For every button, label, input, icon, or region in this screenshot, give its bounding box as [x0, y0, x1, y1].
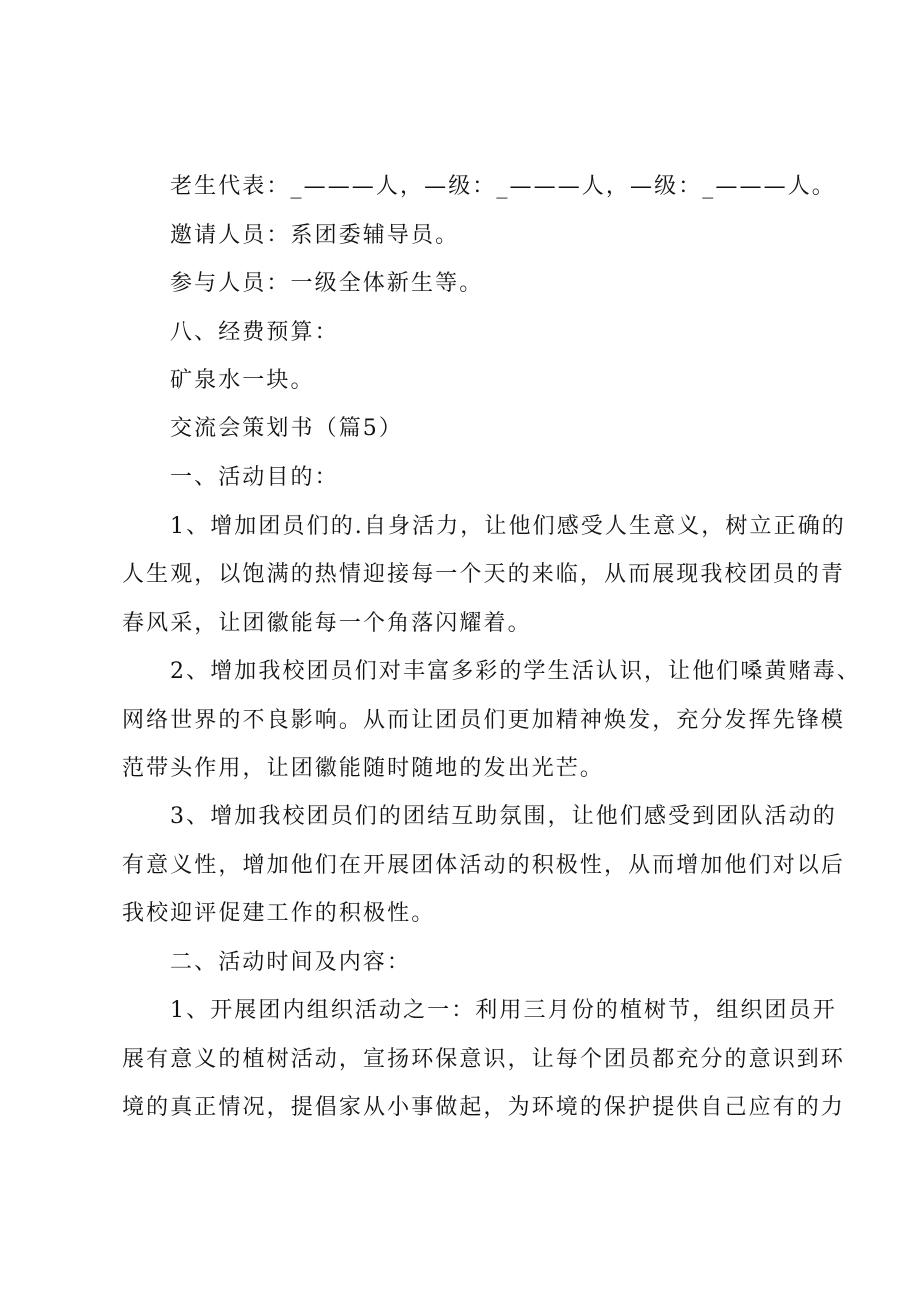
paragraph-line: 展有意义的植树活动，宣扬环保意识，让每个团员都充分的意识到环: [122, 1047, 846, 1072]
paragraph-line: 有意义性，增加他们在开展团体活动的积极性，从而增加他们对以后: [122, 853, 846, 878]
paragraph-line: 1、开展团内组织活动之一：利用三月份的植树节，组织团员开: [170, 998, 837, 1023]
text-line: 参与人员：一级全体新生等。: [170, 271, 484, 296]
section-heading: 一、活动目的：: [170, 465, 339, 490]
paragraph-line: 1、增加团员们的.自身活力，让他们感受人生意义，树立正确的: [170, 514, 846, 539]
section-heading: 八、经费预算：: [170, 320, 339, 345]
text-line: 矿泉水一块。: [170, 368, 315, 393]
paragraph-line: 境的真正情况，提倡家从小事做起，为环境的保护提供自己应有的力: [122, 1095, 846, 1120]
paragraph-line: 人生观，以饱满的热情迎接每一个天的来临，从而展现我校团员的青: [122, 562, 846, 587]
paragraph-line: 网络世界的不良影响。从而让团员们更加精神焕发，充分发挥先锋模: [122, 708, 846, 733]
paragraph-line: 我校迎评促建工作的积极性。: [122, 901, 436, 926]
section-heading: 二、活动时间及内容：: [170, 950, 412, 975]
paragraph-line: 3、增加我校团员们的团结互助氛围，让他们感受到团队活动的: [170, 804, 837, 829]
paragraph-line: 范带头作用，让团徽能随时随地的发出光芒。: [122, 756, 605, 781]
text-line: 老生代表：_———人，—级：_———人，—级：_———人。: [170, 174, 836, 199]
paragraph-line: 2、增加我校团员们对丰富多彩的学生活认识，让他们嗓黄赌毒、: [170, 659, 861, 684]
document-title: 交流会策划书（篇5）: [170, 416, 403, 441]
paragraph-line: 春风采，让团徽能每一个角落闪耀着。: [122, 611, 532, 636]
text-line: 邀请人员：系团委辅导员。: [170, 223, 460, 248]
